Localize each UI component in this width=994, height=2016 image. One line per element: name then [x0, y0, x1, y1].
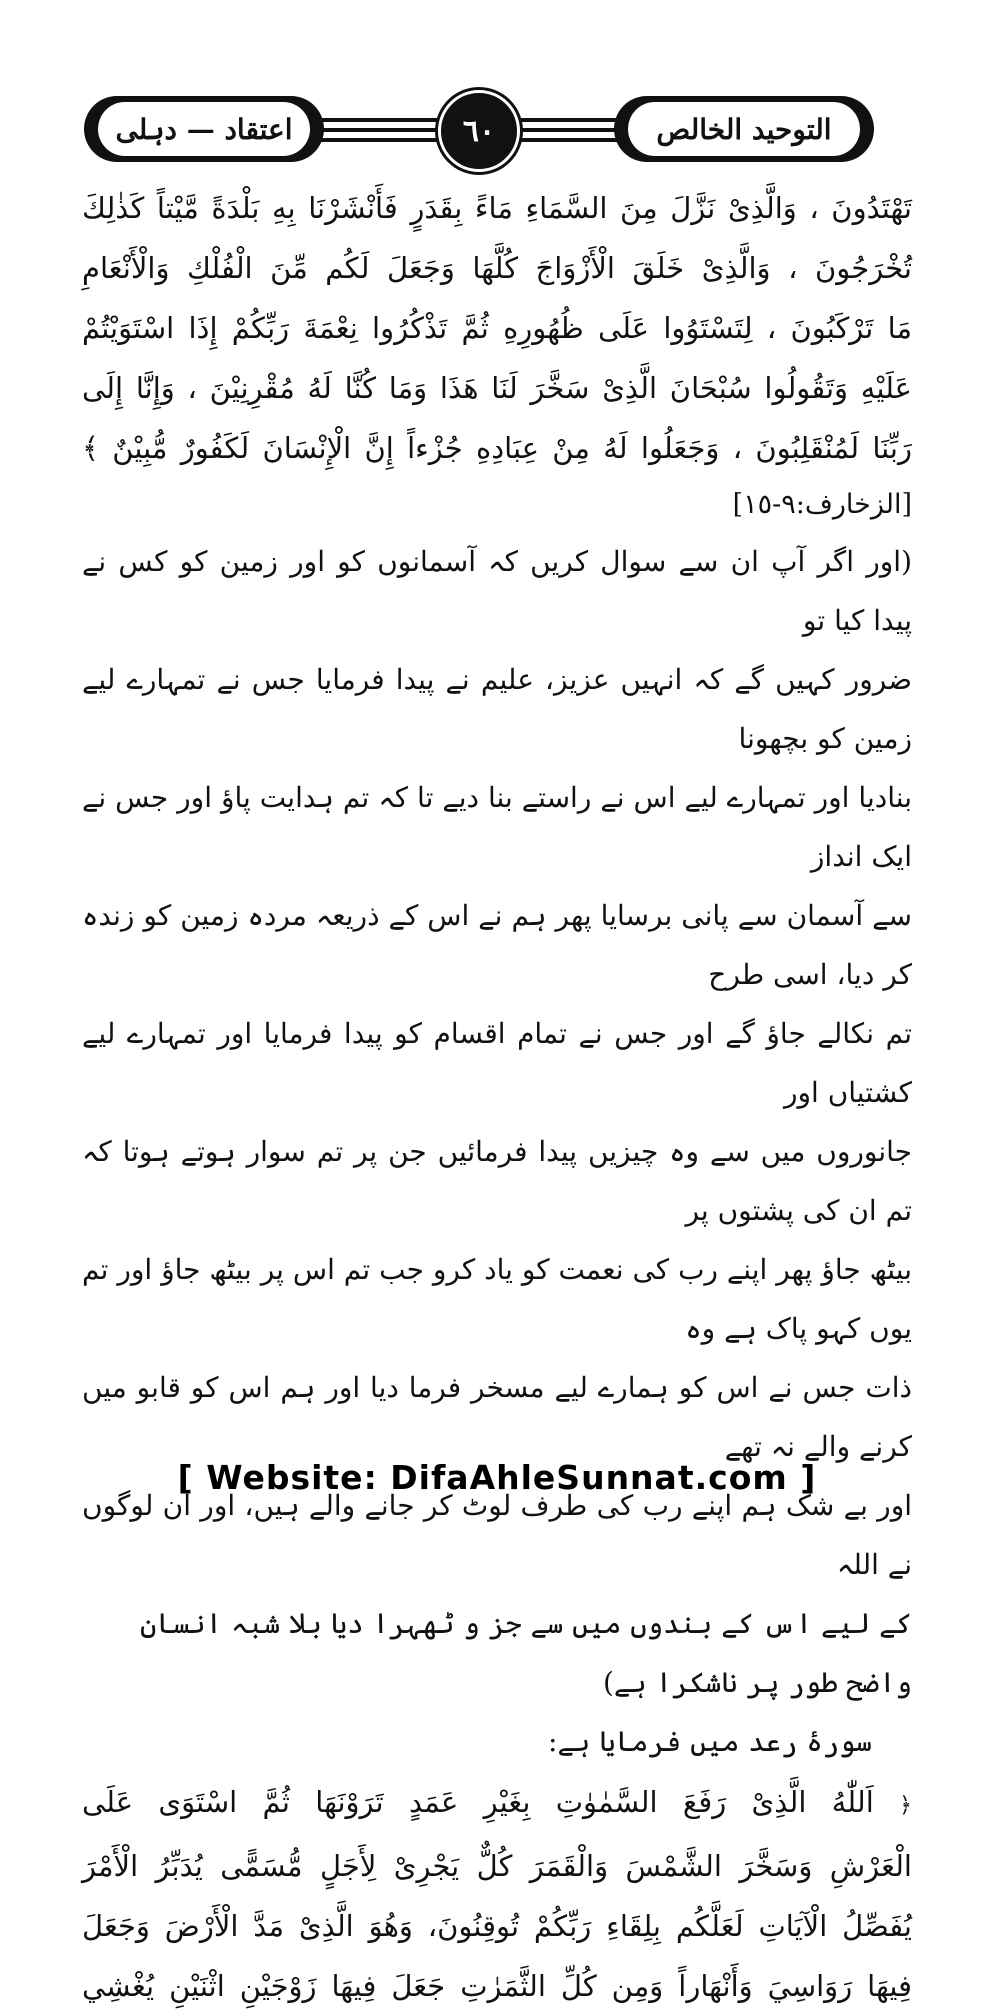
header-right-plate	[614, 96, 874, 162]
quran-line	[82, 1772, 912, 1836]
quran-line: فِيهَا رَوَاسِيَ وَأَنْهَاراً وَمِن كُلِّ الثَّمَرٰتِ جَعَلَ فِيهَا زَوْجَيْنِ اثْنَيْنِ يُغْشِي	[82, 1969, 912, 2003]
header-right-title: التوحید الخالص	[628, 102, 860, 156]
urdu-line: بیٹھ جاؤ پھر اپنے رب کی نعمت کو یاد کرو جب تم اس پر بیٹھ جاؤ اور تم یوں کہو پاک ہے وہ	[82, 1253, 912, 1345]
quran-line: عَلَيْهِ وَتَقُولُوا سُبْحَانَ الَّذِیْ سَخَّرَ لَنَا هَذَا وَمَا كُنَّا لَهُ مُقْرِنِيْنَ ، وَإِنَّا إِلَى	[82, 371, 912, 405]
verse-reference: [الزخارف:٩-١٥]	[732, 489, 912, 520]
urdu-line: جانوروں میں سے وہ چیزیں پیدا فرمائیں جن پر تم سوار ہوتے ہوتا کہ تم ان کی پشتوں پر	[82, 1135, 912, 1227]
urdu-line: ضرور کہیں گے کہ انہیں عزیز، علیم نے پیدا فرمایا جس نے تمہارے لیے زمین کو بچھونا	[82, 663, 912, 755]
header-left-plate	[84, 96, 324, 162]
urdu-line: سے آسمان سے پانی برسایا پھر ہم نے اس کے ذریعہ مردہ زمین کو زندہ کر دیا، اسی طرح	[82, 899, 912, 991]
quran-line: مَا تَرْكَبُونَ ، لِتَسْتَوُوا عَلَى ظُهُورِهِ ثُمَّ تَذْكُرُوا نِعْمَةَ رَبِّكُمْ إِذَا اسْتَوَيْتُمْ	[82, 311, 912, 345]
page-body	[82, 178, 912, 2016]
quran-line: تُخْرَجُونَ ، وَالَّذِیْ خَلَقَ الْأَزْوَاجَ كُلَّهَا وَجَعَلَ لَكُم مِّنَ الْفُلْكِ وَالْأَنْعَامِ	[82, 251, 912, 285]
header-left-title: اعتقاد — دہلی	[98, 102, 310, 156]
ornament-bracket-icon: ﴿	[899, 1793, 913, 1818]
urdu-line: بنادیا اور تمہارے لیے اس نے راستے بنا دیے تا کہ تم ہدایت پاؤ اور جس نے ایک انداز	[82, 781, 912, 873]
quran-line: تَهْتَدُونَ ، وَالَّذِیْ نَزَّلَ مِنَ السَّمَاءِ مَاءً بِقَدَرٍ فَأَنْشَرْنَا بِهِ بَلْدَةً مَّيْتاً كَذٰلِكَ	[82, 191, 912, 225]
urdu-line: ذات جس نے اس کو ہمارے لیے مسخر فرما دیا اور ہم اس کو قابو میں کرنے والے نہ تھے	[82, 1371, 912, 1463]
quran-line: رَبِّنَا لَمُنْقَلِبُونَ ، وَجَعَلُوا لَهُ مِنْ عِبَادِهِ جُزْءاً إِنَّ الْإِنْسَانَ لَكَفُورٌ مُّبِيْنٌ ﴾	[82, 431, 912, 465]
section-subheading: سورۂ رعد میں فرمایا ہے:	[548, 1725, 872, 1758]
urdu-line: اور بے شک ہم اپنے رب کی طرف لوٹ کر جانے والے ہیں، اور ان لوگوں نے اللہ	[82, 1489, 912, 1581]
quran-line: الْعَرْشِ وَسَخَّرَ الشَّمْسَ وَالْقَمَرَ كُلٌّ يَجْرِیْ لِأَجَلٍ مُّسَمًّى يُدَبِّرُ الْأَمْرَ	[82, 1849, 912, 1883]
urdu-line: (اور اگر آپ ان سے سوال کریں کہ آسمانوں کو اور زمین کو کس نے پیدا کیا تو	[82, 545, 912, 637]
page-header	[84, 88, 874, 172]
urdu-line: کے لیے اس کے بندوں میں سے جز و ٹھہرا دیا بلا شبہ انسان واضح طور پر ناشکرا ہے)	[140, 1607, 912, 1699]
website-footer: [ Website: DifaAhleSunnat.com ]	[177, 1458, 817, 1497]
quran-line: يُفَصِّلُ الْآيَاتِ لَعَلَّكُم بِلِقَاءِ رَبِّكُمْ تُوقِنُونَ، وَهُوَ الَّذِیْ مَدَّ الْأَرْضَ وَجَعَلَ	[82, 1909, 912, 1943]
page-number-badge: ٦٠	[438, 90, 520, 172]
urdu-line: تم نکالے جاؤ گے اور جس نے تمام اقسام کو پیدا فرمایا اور تمہارے لیے کشتیاں اور	[82, 1017, 912, 1109]
quran-line-text: اَللّٰهُ الَّذِیْ رَفَعَ السَّمٰوٰتِ بِغَيْرِ عَمَدٍ تَرَوْنَهَا ثُمَّ اسْتَوَى عَلَى	[82, 1785, 874, 1819]
